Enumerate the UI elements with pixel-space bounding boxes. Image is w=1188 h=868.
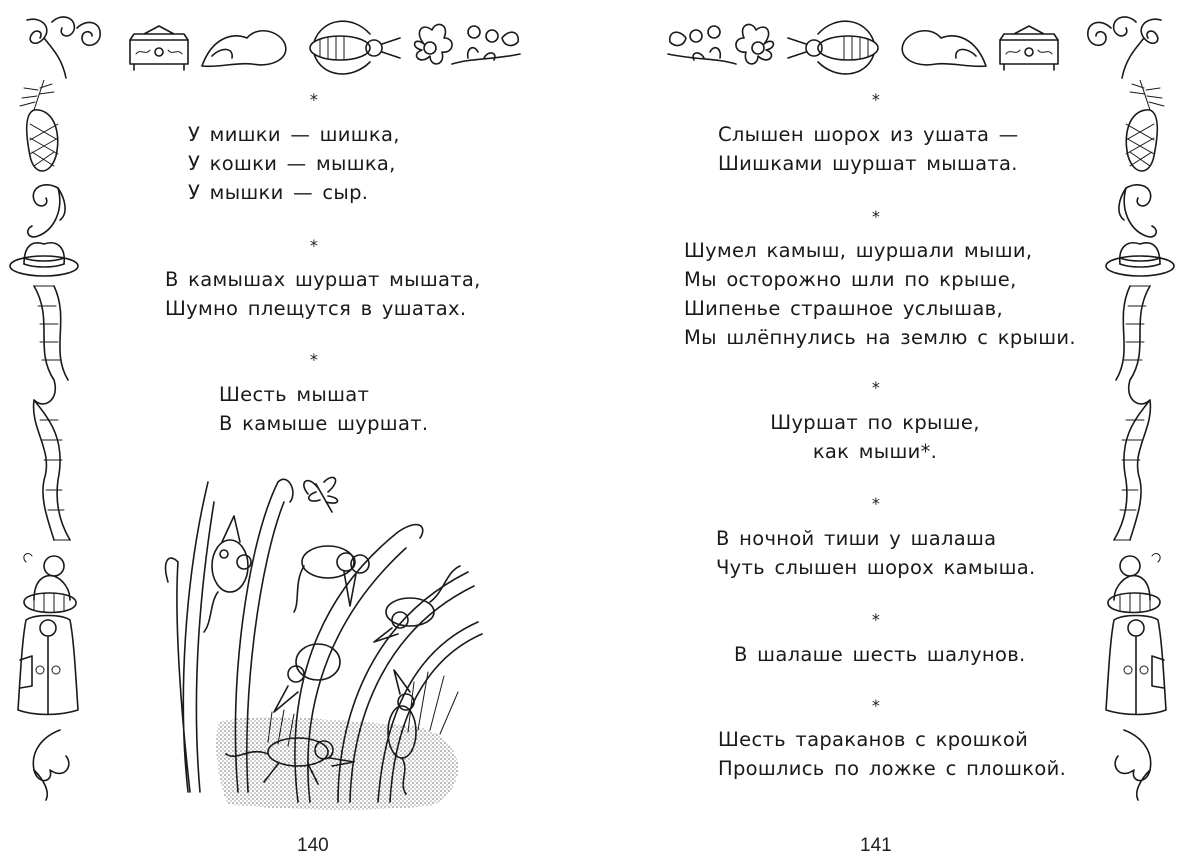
- poem-line: В шалаше шесть шалунов.: [734, 643, 1026, 666]
- poem-line: Шесть тараканов с крошкой: [718, 728, 1029, 751]
- poem-line: Шумно плещутся в ушатах.: [165, 297, 467, 320]
- stanza: [734, 640, 1026, 669]
- pompom-hat-icon: [1108, 554, 1160, 613]
- stanza-separator: *: [871, 696, 881, 715]
- fur-coat-icon: [18, 616, 78, 715]
- striped-scarf-icon: [1114, 286, 1150, 540]
- pompom-hat-icon: [24, 554, 76, 613]
- bee-icon: [788, 21, 878, 74]
- acanthus-scroll-icon: [1115, 730, 1151, 800]
- poem-line: В ночной тиши у шалаша: [716, 527, 997, 550]
- wild-rose-icon: [415, 24, 452, 63]
- stanza: [165, 265, 481, 323]
- pine-cone-icon: [27, 110, 58, 171]
- stanza-separator: *: [309, 90, 319, 109]
- pine-cone-icon: [1126, 110, 1157, 171]
- poem-line: Слышен шорох из ушата —: [718, 123, 1019, 146]
- poem-line: Шуршат по крыше,: [770, 411, 980, 434]
- poem-line: Шишками шуршат мышата.: [718, 152, 1018, 175]
- top-border-ornament: [22, 8, 522, 80]
- fir-branch-icon: [20, 80, 54, 110]
- acanthus-scroll-icon: [1119, 185, 1156, 237]
- stanza-separator: *: [871, 610, 881, 629]
- stanza-separator: *: [871, 207, 881, 226]
- side-border-ornament: [4, 80, 84, 810]
- bee-icon: [310, 21, 400, 74]
- striped-scarf-icon: [34, 286, 70, 540]
- mice-in-reeds-illustration: [148, 462, 483, 817]
- fir-branch-icon: [1130, 80, 1164, 110]
- stanza-separator: *: [871, 378, 881, 397]
- stanza-separator: *: [309, 236, 319, 255]
- jewelry-box-icon: [1000, 26, 1058, 70]
- poem-line: В камыше шуршат.: [219, 412, 429, 435]
- acanthus-scroll-icon: [1088, 17, 1161, 78]
- poem-line: Шумел камыш, шуршали мыши,: [684, 239, 1033, 262]
- poem-line: как мыши*.: [812, 440, 938, 463]
- dragonfly-icon: [304, 477, 338, 512]
- poem-line: У мышки — сыр.: [188, 181, 369, 204]
- wild-rose-icon: [736, 24, 773, 63]
- strawberries-icon: [668, 26, 736, 64]
- hat-icon: [1106, 243, 1174, 276]
- poem-line: Шипенье страшное услышав,: [684, 297, 1003, 320]
- stanza-separator: *: [871, 494, 881, 513]
- stanza: [219, 380, 428, 438]
- stanza-separator: *: [309, 350, 319, 369]
- poem-line: У мишки — шишка,: [188, 123, 400, 146]
- stanza: [188, 120, 400, 207]
- poem-line: Мы шлёпнулись на землю с крыши.: [684, 326, 1076, 349]
- poem-line: Мы осторожно шли по крыше,: [684, 268, 1017, 291]
- mouse-icon: [374, 566, 460, 642]
- top-border-ornament: [666, 8, 1166, 80]
- poem-line: Чуть слышен шорох камыша.: [716, 556, 1036, 579]
- stanza: [764, 408, 986, 466]
- stanza: [718, 120, 1019, 178]
- fur-coat-icon: [1106, 616, 1166, 715]
- leaf-scroll-icon: [202, 31, 286, 67]
- stanza: [684, 236, 1076, 352]
- acanthus-scroll-icon: [28, 185, 65, 237]
- jewelry-box-icon: [130, 26, 188, 70]
- page-right: [594, 0, 1188, 868]
- page-number: 141: [860, 835, 892, 856]
- stanza-separator: *: [871, 90, 881, 109]
- poem-line: Прошлись по ложке с плошкой.: [718, 757, 1067, 780]
- leaf-scroll-icon: [902, 31, 986, 67]
- stanza: [716, 524, 1035, 582]
- strawberries-icon: [452, 26, 520, 64]
- acanthus-scroll-icon: [27, 17, 100, 78]
- stanza: [718, 725, 1066, 783]
- poem-line: В камышах шуршат мышата,: [165, 268, 481, 291]
- side-border-ornament: [1100, 80, 1180, 810]
- acanthus-scroll-icon: [33, 730, 69, 800]
- poem-line: Шесть мышат: [219, 383, 370, 406]
- page-number: 140: [297, 835, 329, 856]
- poem-line: У кошки — мышка,: [188, 152, 396, 175]
- hat-icon: [10, 243, 78, 276]
